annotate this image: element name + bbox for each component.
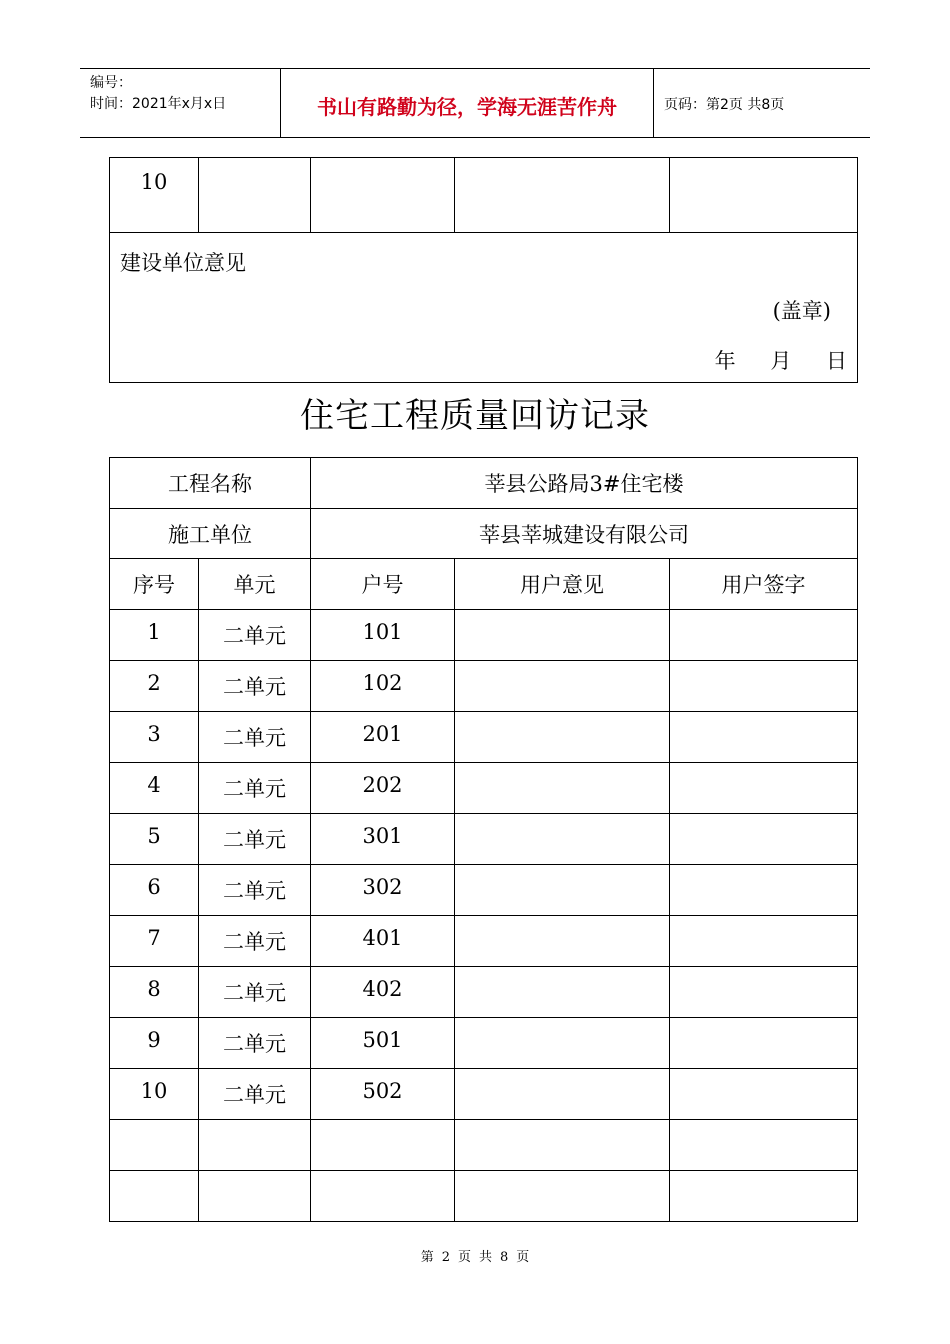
table-cell	[670, 1120, 858, 1171]
user-signature-cell	[670, 916, 858, 967]
date-day: 日	[826, 349, 847, 373]
opinion-table	[109, 157, 858, 383]
opinion-row	[110, 233, 858, 383]
table-cell	[455, 158, 670, 233]
table-row	[110, 814, 858, 865]
header-meta	[80, 69, 281, 137]
opinion-cell	[110, 233, 858, 383]
user-opinion-cell	[455, 1069, 670, 1120]
user-opinion-cell	[455, 865, 670, 916]
header-page-info: 页码：第2页 共8页	[664, 97, 785, 113]
page-footer	[0, 1246, 950, 1265]
user-opinion-cell	[455, 712, 670, 763]
table-cell	[199, 158, 311, 233]
user-opinion-cell	[455, 661, 670, 712]
table-row	[110, 610, 858, 661]
row-number-cell: 4	[110, 763, 199, 814]
builder-label: 施工单位	[110, 509, 311, 559]
time-label: 时间：2021年x月x日	[90, 96, 227, 112]
serial-label: 编号：	[90, 75, 132, 91]
table-cell	[455, 1171, 670, 1222]
table-cell	[110, 1120, 199, 1171]
user-opinion-cell	[455, 610, 670, 661]
unit-cell: 二单元	[199, 967, 311, 1018]
opinion-label: 建设单位意见	[120, 251, 246, 275]
row-number-cell: 10	[110, 158, 199, 233]
unit-cell: 二单元	[199, 916, 311, 967]
table-cell	[670, 1171, 858, 1222]
table-cell	[311, 158, 455, 233]
room-cell: 401	[311, 916, 455, 967]
visit-record-table	[109, 457, 858, 1222]
table-row	[110, 967, 858, 1018]
table-cell	[199, 1171, 311, 1222]
footer-total-pages: 8	[500, 1250, 509, 1265]
date-line	[687, 345, 847, 375]
column-header-row	[110, 559, 858, 610]
user-signature-cell	[670, 610, 858, 661]
row-number-cell: 5	[110, 814, 199, 865]
table-cell	[199, 1120, 311, 1171]
table-row	[110, 1171, 858, 1222]
room-cell: 501	[311, 1018, 455, 1069]
date-month: 月	[770, 349, 792, 373]
column-header: 用户签字	[670, 559, 858, 610]
user-signature-cell	[670, 661, 858, 712]
unit-cell: 二单元	[199, 814, 311, 865]
user-opinion-cell	[455, 814, 670, 865]
builder-row	[110, 509, 858, 559]
footer-text: 页	[457, 1250, 471, 1265]
room-cell: 202	[311, 763, 455, 814]
footer-text: 共	[479, 1250, 493, 1265]
table-row	[110, 1018, 858, 1069]
column-header: 户号	[311, 559, 455, 610]
column-header: 用户意见	[455, 559, 670, 610]
table-cell	[311, 1120, 455, 1171]
room-cell: 201	[311, 712, 455, 763]
table-cell	[670, 158, 858, 233]
user-opinion-cell	[455, 916, 670, 967]
row-number-cell: 6	[110, 865, 199, 916]
user-signature-cell	[670, 712, 858, 763]
unit-cell: 二单元	[199, 763, 311, 814]
table-row	[110, 1120, 858, 1171]
page-title: 住宅工程质量回访记录	[300, 396, 650, 436]
user-signature-cell	[670, 814, 858, 865]
row-number-cell: 1	[110, 610, 199, 661]
project-value: 莘县公路局3#住宅楼	[311, 458, 858, 509]
project-row	[110, 458, 858, 509]
user-signature-cell	[670, 763, 858, 814]
footer-text: 页	[516, 1250, 530, 1265]
row-number-cell: 9	[110, 1018, 199, 1069]
table-row	[110, 865, 858, 916]
table-row	[110, 661, 858, 712]
user-opinion-cell	[455, 1018, 670, 1069]
user-signature-cell	[670, 865, 858, 916]
unit-cell: 二单元	[199, 1018, 311, 1069]
room-cell: 301	[311, 814, 455, 865]
room-cell: 302	[311, 865, 455, 916]
table-cell	[311, 1171, 455, 1222]
table-row	[110, 712, 858, 763]
row-number-cell: 7	[110, 916, 199, 967]
user-signature-cell	[670, 1018, 858, 1069]
table-cell	[455, 1120, 670, 1171]
date-year: 年	[714, 349, 736, 373]
row-number-cell: 8	[110, 967, 199, 1018]
row-number-cell: 2	[110, 661, 199, 712]
column-header: 单元	[199, 559, 311, 610]
unit-cell: 二单元	[199, 610, 311, 661]
row-number-cell: 3	[110, 712, 199, 763]
seal-label: (盖章)	[772, 299, 831, 323]
room-cell: 102	[311, 661, 455, 712]
table-row	[110, 916, 858, 967]
room-cell: 402	[311, 967, 455, 1018]
unit-cell: 二单元	[199, 1069, 311, 1120]
footer-text: 第	[420, 1250, 434, 1265]
builder-value: 莘县莘城建设有限公司	[311, 509, 858, 559]
column-header: 序号	[110, 559, 199, 610]
row-number-cell: 10	[110, 1069, 199, 1120]
user-signature-cell	[670, 1069, 858, 1120]
unit-cell: 二单元	[199, 661, 311, 712]
unit-cell: 二单元	[199, 865, 311, 916]
table-row	[110, 1069, 858, 1120]
user-opinion-cell	[455, 967, 670, 1018]
table-row	[110, 763, 858, 814]
table-cell	[110, 1171, 199, 1222]
project-label: 工程名称	[110, 458, 311, 509]
page-header	[80, 68, 870, 138]
unit-cell: 二单元	[199, 712, 311, 763]
room-cell: 502	[311, 1069, 455, 1120]
header-motto: 书山有路勤为径，学海无涯苦作舟	[281, 69, 654, 137]
table-row	[110, 158, 858, 233]
footer-page-number: 2	[441, 1250, 450, 1265]
user-signature-cell	[670, 967, 858, 1018]
user-opinion-cell	[455, 763, 670, 814]
room-cell: 101	[311, 610, 455, 661]
